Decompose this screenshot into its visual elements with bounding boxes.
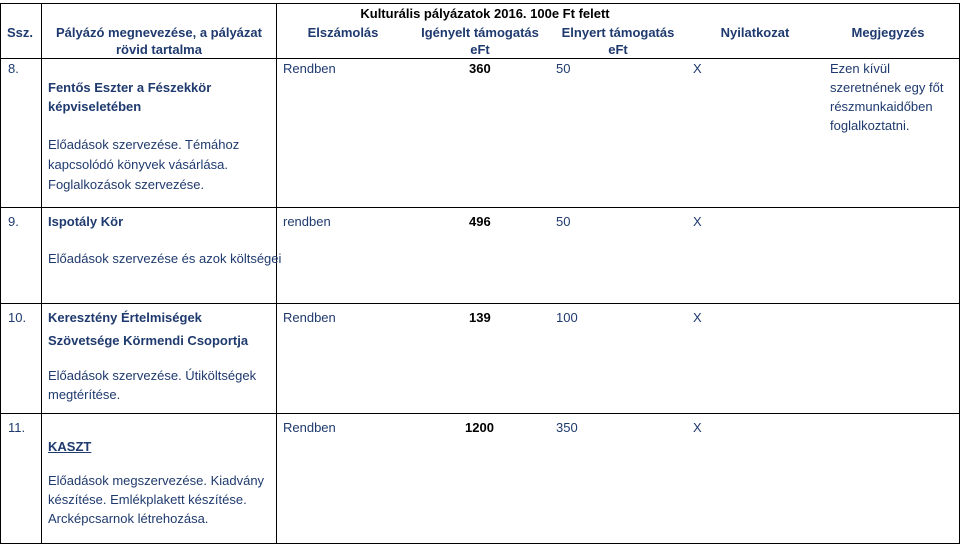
- applicant-description: megtérítése.: [48, 387, 121, 402]
- applicant-description: Foglalkozások szervezése.: [48, 177, 205, 192]
- note-text: Ezen kívül: [830, 61, 890, 76]
- row-number: 9.: [8, 214, 19, 229]
- applicant-description: Előadások szervezése. Témához: [48, 137, 240, 152]
- settlement-value: Rendben: [283, 310, 336, 325]
- declaration-mark: X: [693, 214, 702, 229]
- table-border-bottom: [0, 543, 960, 544]
- applicant-description: készítése. Emlékplakett készítése.: [48, 492, 247, 507]
- header-ssz: Ssz.: [7, 25, 34, 40]
- applicant-name: KASZT: [48, 439, 92, 454]
- row-divider: [0, 303, 960, 304]
- row-divider: [0, 413, 960, 414]
- awarded-amount: 100: [556, 310, 578, 325]
- header-settlement: Elszámolás: [307, 25, 379, 40]
- settlement-value: Rendben: [283, 420, 336, 435]
- header-requested: Igényelt támogatás: [421, 25, 539, 40]
- applicant-name: Fentős Eszter a Fészekkör: [48, 80, 212, 95]
- applicant-name: Ispotály Kör: [48, 214, 124, 229]
- applicant-name: Keresztény Értelmiségek: [48, 310, 202, 325]
- page-title: Kulturális pályázatok 2016. 100e Ft felett: [360, 6, 610, 21]
- note-text: részmunkaidőben: [830, 99, 933, 114]
- applicant-name: képviseletében: [48, 99, 142, 114]
- header-applicant: Pályázó megnevezése, a pályázat: [56, 25, 262, 40]
- col-divider: [276, 3, 277, 544]
- settlement-value: rendben: [283, 214, 331, 229]
- header-requested: eFt: [470, 42, 490, 57]
- note-text: szeretnének egy főt: [830, 80, 944, 95]
- requested-amount: 139: [469, 310, 491, 325]
- settlement-value: Rendben: [283, 61, 336, 76]
- header-awarded: eFt: [608, 42, 628, 57]
- header-notes: Megjegyzés: [851, 25, 925, 40]
- applicant-description: Előadások szervezése. Útiköltségek: [48, 368, 257, 383]
- row-divider: [0, 207, 960, 208]
- applicant-description: Előadások megszervezése. Kiadvány: [48, 473, 265, 488]
- header-awarded: Elnyert támogatás: [561, 25, 675, 40]
- awarded-amount: 50: [556, 61, 571, 76]
- requested-amount: 1200: [465, 420, 494, 435]
- table-border-left: [0, 3, 1, 544]
- awarded-amount: 350: [556, 420, 578, 435]
- declaration-mark: X: [693, 61, 702, 76]
- header-applicant: rövid tartalma: [116, 42, 202, 57]
- awarded-amount: 50: [556, 214, 571, 229]
- row-number: 10.: [8, 310, 27, 325]
- header-declaration: Nyilatkozat: [720, 25, 790, 40]
- row-number: 8.: [8, 61, 19, 76]
- requested-amount: 360: [469, 61, 491, 76]
- requested-amount: 496: [469, 214, 491, 229]
- declaration-mark: X: [693, 420, 702, 435]
- applicant-description: Előadások szervezése és azok költségei: [48, 251, 282, 266]
- applicant-name: Szövetsége Körmendi Csoportja: [48, 333, 249, 348]
- col-divider: [41, 3, 42, 544]
- declaration-mark: X: [693, 310, 702, 325]
- row-number: 11.: [8, 420, 26, 435]
- applicant-description: Arcképcsarnok létrehozása.: [48, 511, 209, 526]
- applicant-description: kapcsolódó könyvek vásárlása.: [48, 157, 228, 172]
- note-text: foglalkoztatni.: [830, 118, 910, 133]
